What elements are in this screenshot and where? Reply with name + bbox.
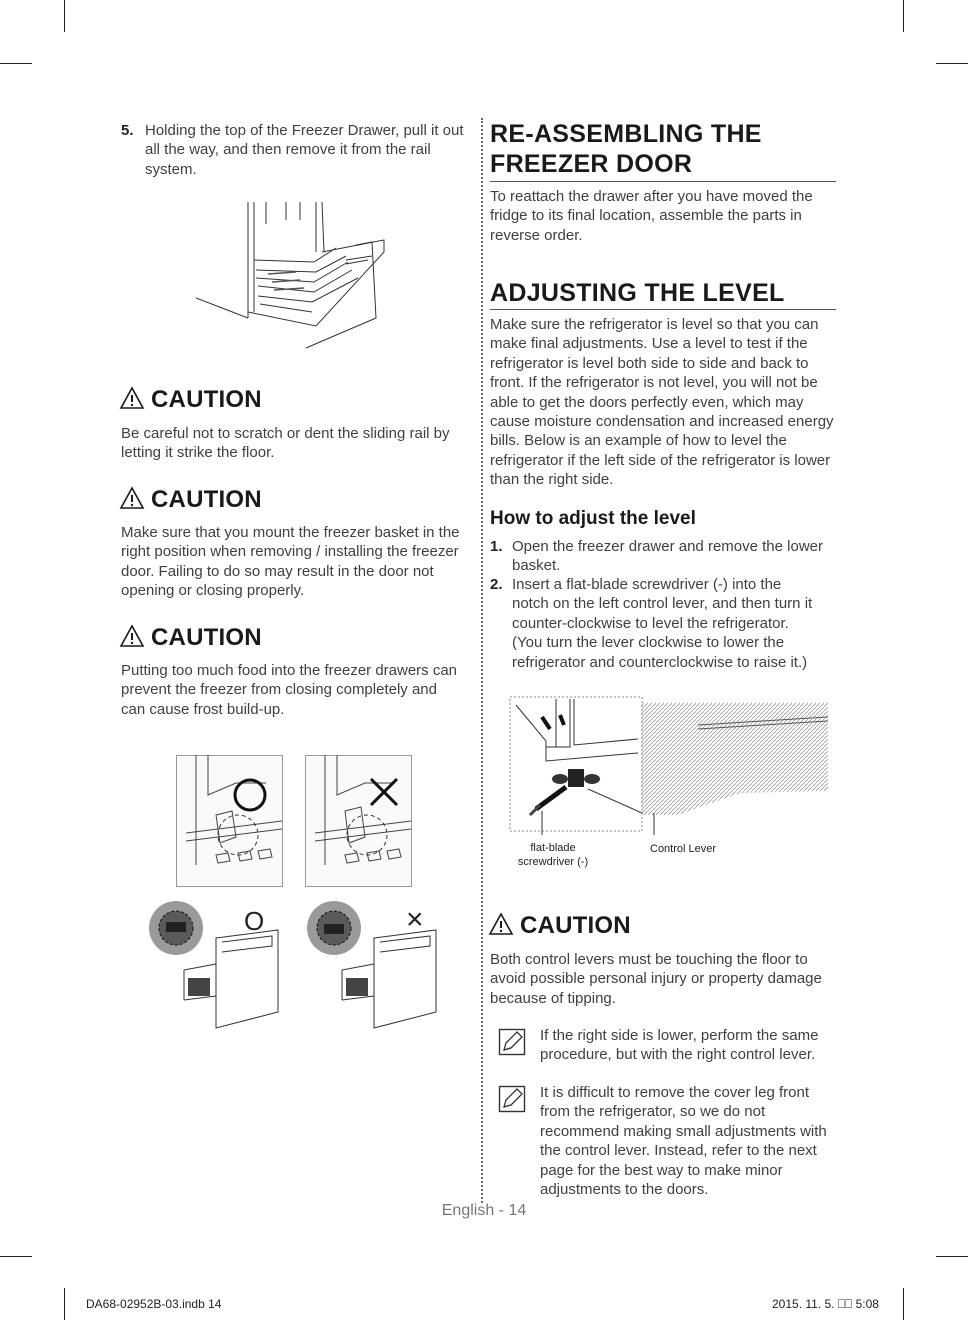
caution-text-2: Make sure that you mount the freezer basket in the right position when removing / installing the freezer door. Failing to do so may result in the door not opening or closing properly. (121, 524, 460, 600)
crop-mark (64, 0, 65, 32)
crop-mark (903, 1288, 904, 1320)
date-slug: 2015. 11. 5. ⎕⎕ 5:08 (772, 1297, 879, 1311)
caution-text-4: Both control levers must be touching the floor to avoid possible personal injury or property damage because of tipping. (490, 951, 822, 1007)
leveling-illustration (508, 695, 830, 835)
reassemble-text: To reattach the drawer after you have moved the fridge to its final location, assemble the parts in reverse order. (490, 188, 813, 244)
reassemble-title (490, 119, 762, 179)
crop-mark (936, 63, 968, 64)
step-number: 5. (121, 122, 134, 139)
basket-correct-illustration (176, 755, 283, 887)
step-text: Holding the top of the Freezer Drawer, pull it out all the way, and then remove it from the rail system. (145, 122, 464, 178)
note-icon (498, 1028, 526, 1056)
note-text-1: If the right side is lower, perform the same procedure, but with the right control lever. (540, 1027, 819, 1064)
caution-title: CAUTION (151, 486, 262, 513)
caution-heading-2 (119, 486, 262, 514)
title-line: FREEZER DOOR (490, 150, 693, 178)
page-number: English - 14 (441, 1202, 527, 1219)
caution-text-1: Be careful not to scratch or dent the sliding rail by letting it strike the floor. (121, 425, 450, 462)
screwdriver-label (510, 841, 596, 869)
section-rule (490, 309, 836, 310)
howto-title: How to adjust the level (490, 508, 696, 529)
caution-text-3: Putting too much food into the freezer drawers can prevent the freezer from closing completely and can cause frost build-up. (121, 662, 458, 718)
note-text-2: It is difficult to remove the cover leg front from the refrigerator, so we do not recommend making small adjustments with the control lever. Instead, refer to the next page for the best way to make minor adjustments to the doors. (540, 1084, 827, 1199)
section-rule (490, 181, 836, 182)
warning-icon (119, 386, 145, 410)
crop-mark (64, 1288, 65, 1320)
caution-heading-4 (488, 912, 631, 940)
warning-icon (488, 912, 514, 936)
crop-mark (936, 1256, 968, 1257)
step-number: 2. (490, 576, 503, 593)
column-divider (481, 118, 483, 1203)
caution-title: CAUTION (151, 624, 262, 651)
caution-heading-3 (119, 624, 262, 652)
freezer-drawer-illustration (196, 200, 396, 350)
file-slug: DA68-02952B-03.indb 14 (86, 1297, 222, 1311)
level-title: ADJUSTING THE LEVEL (490, 279, 785, 307)
note-icon (498, 1085, 526, 1113)
step-text: Open the freezer drawer and remove the lower basket. (512, 538, 823, 575)
warning-icon (119, 624, 145, 648)
crop-mark (0, 63, 32, 64)
caution-title: CAUTION (151, 386, 262, 413)
step-text: Insert a flat-blade screwdriver (-) into the notch on the left control lever, and then turn it counter-clockwise to level the refrigerator. (You turn the lever clockwise to lower the refrigerator and counterclockwise to raise it.) (512, 576, 813, 671)
step-number: 1. (490, 538, 503, 555)
screwdriver-label-text: flat-blade screwdriver (-) (517, 842, 589, 868)
warning-icon (119, 486, 145, 510)
correct-mark: O (244, 906, 265, 936)
caution-title: CAUTION (520, 912, 631, 939)
crop-mark (0, 1256, 32, 1257)
basket-wrong-illustration (305, 755, 412, 887)
level-text: Make sure the refrigerator is level so that you can make final adjustments. Use a level to test if the refrigerator is level both side to side and back to front. If the refrigerator is not level, you will not be able to get the doors perfectly even, which may cause moisture condensation and increased energy bills. Below is an example of how to level the refrigerator if the left side of the refrigerator is lower than the right side. (490, 316, 834, 489)
control-lever-label: Control Lever (650, 843, 717, 855)
caution-heading-1 (119, 386, 262, 414)
wrong-mark: × (406, 903, 424, 936)
title-line: RE-ASSEMBLING THE (490, 120, 762, 148)
crop-mark (903, 0, 904, 32)
